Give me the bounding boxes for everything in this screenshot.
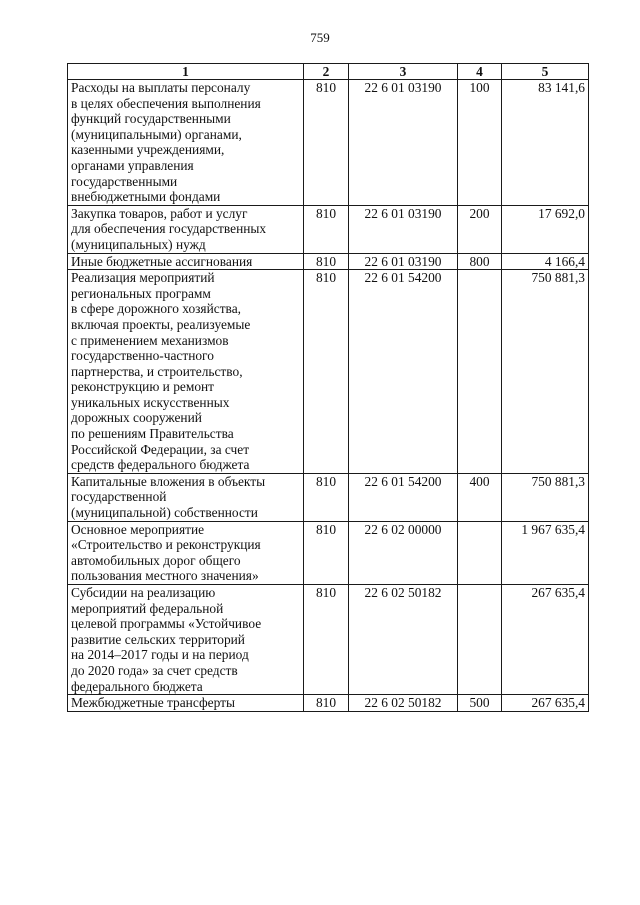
table-row	[68, 253, 589, 270]
row-name-line: Российской Федерации, за счет	[71, 441, 250, 457]
table-row	[68, 585, 589, 695]
column-header-name: 1	[68, 64, 304, 80]
row-name-line: по решениям Правительства	[71, 426, 234, 442]
row-name	[68, 473, 304, 521]
row-article-code: 22 6 01 03190	[349, 253, 458, 270]
row-expense-type	[458, 270, 502, 474]
column-header-admin: 2	[304, 64, 349, 80]
row-name-line: пользования местного значения»	[71, 568, 259, 584]
table-row	[68, 80, 589, 206]
row-name-line: автомобильных дорог общего	[71, 552, 241, 568]
table-row	[68, 270, 589, 474]
row-name-line: (муниципальной) собственности	[71, 505, 258, 521]
row-name-line: «Строительство и реконструкция	[71, 537, 261, 553]
row-name-line: федерального бюджета	[71, 678, 203, 694]
row-expense-type: 100	[458, 80, 502, 206]
row-name-line: Основное мероприятие	[71, 521, 205, 537]
row-admin-code: 810	[304, 80, 349, 206]
row-article-code: 22 6 01 03190	[349, 205, 458, 253]
table-row	[68, 695, 589, 712]
column-header-type: 4	[458, 64, 502, 80]
row-name-line: для обеспечения государственных	[71, 221, 267, 237]
row-name-line: уникальных искусственных	[71, 394, 230, 410]
row-name	[68, 253, 304, 270]
row-sum: 4 166,4	[502, 253, 589, 270]
table-row	[68, 205, 589, 253]
row-name-line: развитие сельских территорий	[71, 631, 245, 647]
row-name-line: Иные бюджетные ассигнования	[71, 253, 253, 269]
row-expense-type: 800	[458, 253, 502, 270]
row-name-line: органами управления	[71, 157, 194, 173]
row-name-line: в целях обеспечения выполнения	[71, 95, 261, 111]
row-name-line: на 2014–2017 годы и на период	[71, 647, 249, 663]
table-row	[68, 521, 589, 584]
row-name-line: государственной	[71, 489, 167, 505]
row-article-code: 22 6 01 54200	[349, 473, 458, 521]
row-name-line: Реализация мероприятий	[71, 270, 215, 286]
row-sum: 267 635,4	[502, 695, 589, 712]
table-row	[68, 473, 589, 521]
row-expense-type: 500	[458, 695, 502, 712]
row-sum: 267 635,4	[502, 585, 589, 695]
row-name-line: Капитальные вложения в объекты	[71, 473, 266, 489]
row-admin-code: 810	[304, 585, 349, 695]
row-article-code: 22 6 01 03190	[349, 80, 458, 206]
column-header-article: 3	[349, 64, 458, 80]
row-name-line: целевой программы «Устойчивое	[71, 616, 262, 632]
row-name-line: в сфере дорожного хозяйства,	[71, 301, 241, 317]
row-name-line: Субсидии на реализацию	[71, 585, 216, 600]
row-name-line: средств федерального бюджета	[71, 457, 250, 473]
row-expense-type: 200	[458, 205, 502, 253]
row-sum: 83 141,6	[502, 80, 589, 206]
row-name-line: партнерства, и строительство,	[71, 363, 243, 379]
row-name	[68, 80, 304, 206]
budget-table	[67, 63, 589, 712]
row-article-code: 22 6 01 54200	[349, 270, 458, 474]
row-name-line: до 2020 года» за счет средств	[71, 662, 238, 678]
row-name-line: (муниципальными) органами,	[71, 126, 242, 142]
row-name-line: государственными	[71, 173, 178, 189]
row-name-line: казенными учреждениями,	[71, 142, 225, 158]
row-admin-code: 810	[304, 253, 349, 270]
row-admin-code: 810	[304, 205, 349, 253]
row-sum: 750 881,3	[502, 270, 589, 474]
row-name	[68, 695, 304, 712]
row-name-line: Межбюджетные трансферты	[71, 695, 235, 711]
row-name-line: государственно-частного	[71, 348, 214, 364]
row-admin-code: 810	[304, 270, 349, 474]
row-admin-code: 810	[304, 473, 349, 521]
row-name	[68, 270, 304, 474]
row-name-line: функций государственными	[71, 111, 231, 127]
row-expense-type: 400	[458, 473, 502, 521]
row-name	[68, 585, 304, 695]
row-name-line: реконструкцию и ремонт	[71, 379, 215, 395]
row-name-line: включая проекты, реализуемые	[71, 316, 251, 332]
header-row	[68, 64, 589, 80]
row-name	[68, 205, 304, 253]
row-article-code: 22 6 02 50182	[349, 585, 458, 695]
column-header-sum: 5	[502, 64, 589, 80]
row-sum: 750 881,3	[502, 473, 589, 521]
row-name-line: внебюджетными фондами	[71, 189, 221, 205]
row-name-line: мероприятий федеральной	[71, 600, 224, 616]
row-article-code: 22 6 02 00000	[349, 521, 458, 584]
row-article-code: 22 6 02 50182	[349, 695, 458, 712]
row-name-line: дорожных сооружений	[71, 410, 202, 426]
row-admin-code: 810	[304, 521, 349, 584]
row-expense-type	[458, 585, 502, 695]
row-admin-code: 810	[304, 695, 349, 712]
page-number: 759	[310, 30, 330, 45]
row-name-line: с применением механизмов	[71, 332, 229, 348]
row-name	[68, 521, 304, 584]
row-name-line: Расходы на выплаты персоналу	[71, 80, 251, 95]
row-name-line: региональных программ	[71, 285, 211, 301]
row-sum: 17 692,0	[502, 205, 589, 253]
row-sum: 1 967 635,4	[502, 521, 589, 584]
row-name-line: (муниципальных) нужд	[71, 236, 206, 252]
row-expense-type	[458, 521, 502, 584]
row-name-line: Закупка товаров, работ и услуг	[71, 205, 248, 221]
